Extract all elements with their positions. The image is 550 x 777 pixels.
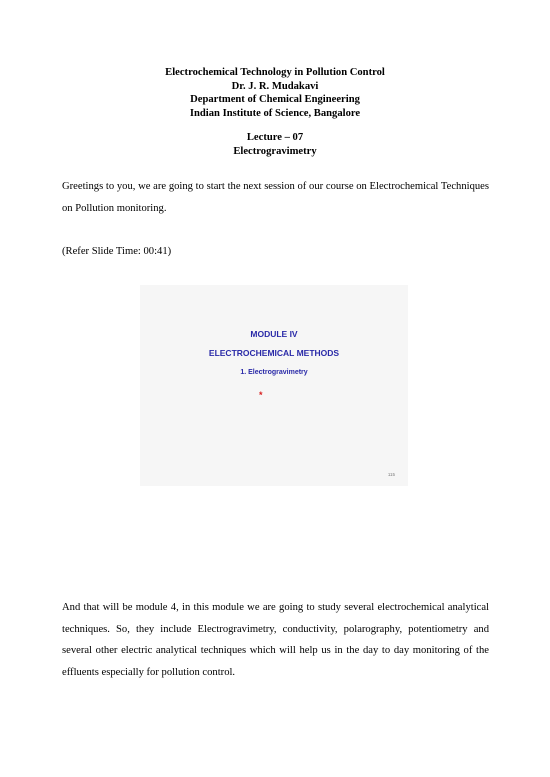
slide-topic-title: 1. Electrogravimetry [240, 369, 308, 376]
course-title: Electrochemical Technology in Pollution Control [165, 67, 385, 78]
department-name: Department of Chemical Engineering [190, 94, 360, 105]
slide-time-reference: (Refer Slide Time: 00:41) [62, 246, 172, 257]
slide-module-title: MODULE IV [250, 329, 298, 339]
lecture-topic: Electrogravimetry [233, 145, 317, 157]
slide-section-title: ELECTROCHEMICAL METHODS [208, 348, 340, 358]
intro-paragraph: Greetings to you, we are going to start the next session of our course on Electrochemical Techniques on Pollution monitoring. [62, 181, 489, 214]
lecture-heading [0, 131, 550, 158]
module-description-paragraph: And that will be module 4, in this module we are going to study several electrochemical analytical techniques. So, they include Electrogravimetry, conductivity, polarography, potentiometry and several other electric analytical techniques which will help us in the day to day monitoring of the effluents especially for pollution control. [62, 602, 489, 678]
slide-page-number: 115 [387, 472, 395, 477]
slide-asterisk-marker: * [259, 390, 263, 400]
institute-name: Indian Institute of Science, Bangalore [189, 107, 361, 119]
lecture-number: Lecture – 07 [246, 132, 304, 143]
document-header [0, 66, 550, 120]
instructor-name: Dr. J. R. Mudakavi [231, 80, 319, 92]
lecture-slide-image [140, 285, 408, 486]
